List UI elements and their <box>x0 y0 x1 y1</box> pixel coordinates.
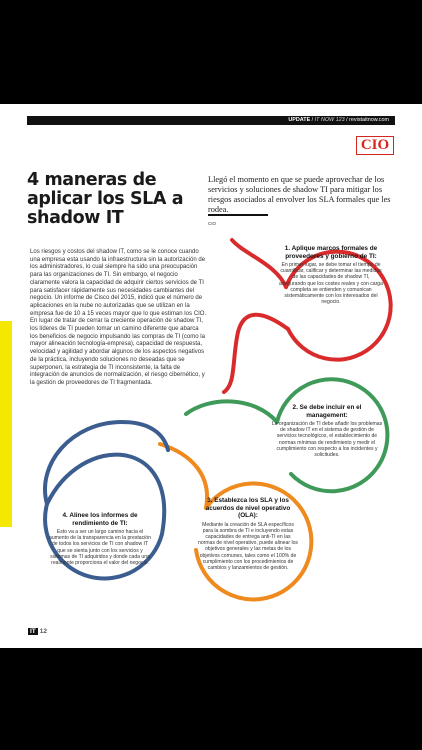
header-issue: IT NOW 123 <box>314 117 345 123</box>
header-separator: / <box>311 117 314 123</box>
point-4-text: Esto va a ser un largo camino hacia el aumento de la transparencia en la prestación de todos los servicios de TI con shadow IT que se sienta junto con los servicios y sistemas de TI adquiridos y donde cada uno realmente proporciona el valor del negocio. <box>49 529 151 567</box>
point-2 <box>271 404 383 458</box>
connector-green <box>186 401 277 422</box>
footer-brand: IT <box>30 628 36 635</box>
point-4 <box>49 512 151 566</box>
article-body: Los riesgos y costos del shadow IT, como se le conoce cuando una empresa esta usando la infraestructura sin la autorización de los administradores, lo cual siempre ha sido una preocupación para las organizaciones de TI. Sin embargo, el negocio claramente valora la capacidad de adquirir ciertos servicios de TI para satisfacer rápidamente sus necesidades cambiantes del negocio. Un informe de Cisco del 2015, indicó que el número de aplicaciones en la nube no autorizadas que se utilizan en la empresa fue de 10 a 15 veces mayor que lo que estiman los CIO. En lugar de tratar de cerrar la creciente operación de shadow TI, los líderes de TI pueden tomar un camino diferente que abarca los beneficios de negocio impulsando las compras de TI (como la mayor alineación tecnología-empresa), capacidad de respuesta, velocidad y agilidad y abordar algunos de los aspectos negativos de la práctica, incluyendo soluciones no deseadas que se superponen, la estrategia de TI inconsistente, la falta de integración de anuncios de normalización, el riesgo cibernético, y la gestión de proveedores de TI fragmentada. <box>30 249 207 386</box>
point-2-text: La organización de TI debe añadir los problemas de shadow IT en el sistema de gestión de servicios tecnológicos, el establecimiento de normas mínimas de rendimiento y medir el cumplimiento con respecto a los incidentes y solicitudes. <box>271 421 383 459</box>
footer-page: 12 <box>39 628 48 635</box>
magazine-page <box>0 104 422 648</box>
article-lead: Llegó el momento en que se puede aprovechar de los servicios y soluciones de shadow TI para mitigar los riesgos asociados al envolver los SLA formales que les rodea. <box>208 175 391 214</box>
point-1-title: 1. Aplique marcos formales de proveedores y gobierno de TI: <box>284 245 378 260</box>
point-1 <box>279 245 383 305</box>
header-separator: / <box>346 117 348 123</box>
connector-red-lower <box>224 315 288 392</box>
article-title: 4 maneras de aplicar los SLA a shadow IT <box>27 170 184 228</box>
page-number <box>28 628 47 636</box>
point-1-text: En primer lugar, se debe tomar el tiempo de cuantificar, calificar y determinar las medidas de las capacidades de shadow TI, asegurando que los costes reales y con carga completa se entienden y comunican sistemáticamente con los interesados del negocio. <box>279 262 383 306</box>
article-byline: CIO <box>208 221 217 226</box>
point-3-text: Mediante la creación de SLA específicos para la sombra de TI e incluyendo estas capacidades de entrega anti-TI en las normas de nivel operativo, puede alinear los objetivos generales y las metas de los objetivos comunes, tales como el 100% de cumplimiento con los procedimientos de cambios y lanzamientos de gestión. <box>198 521 298 571</box>
header-section: UPDATE <box>288 117 311 123</box>
connector-red <box>232 240 286 287</box>
point-2-title: 2. Se debe incluir en el management: <box>292 404 362 419</box>
point-4-title: 4. Alinee los informes de rendimiento de TI: <box>62 512 138 527</box>
point-3-title: 3. Establezca los SLA y los acuerdos de nivel operativo (OLA): <box>205 497 291 519</box>
header-site-link[interactable]: revistaitnow.com <box>349 117 389 123</box>
cio-logo: CIO <box>356 136 394 155</box>
point-3 <box>197 497 299 571</box>
connector-blue <box>45 422 168 504</box>
